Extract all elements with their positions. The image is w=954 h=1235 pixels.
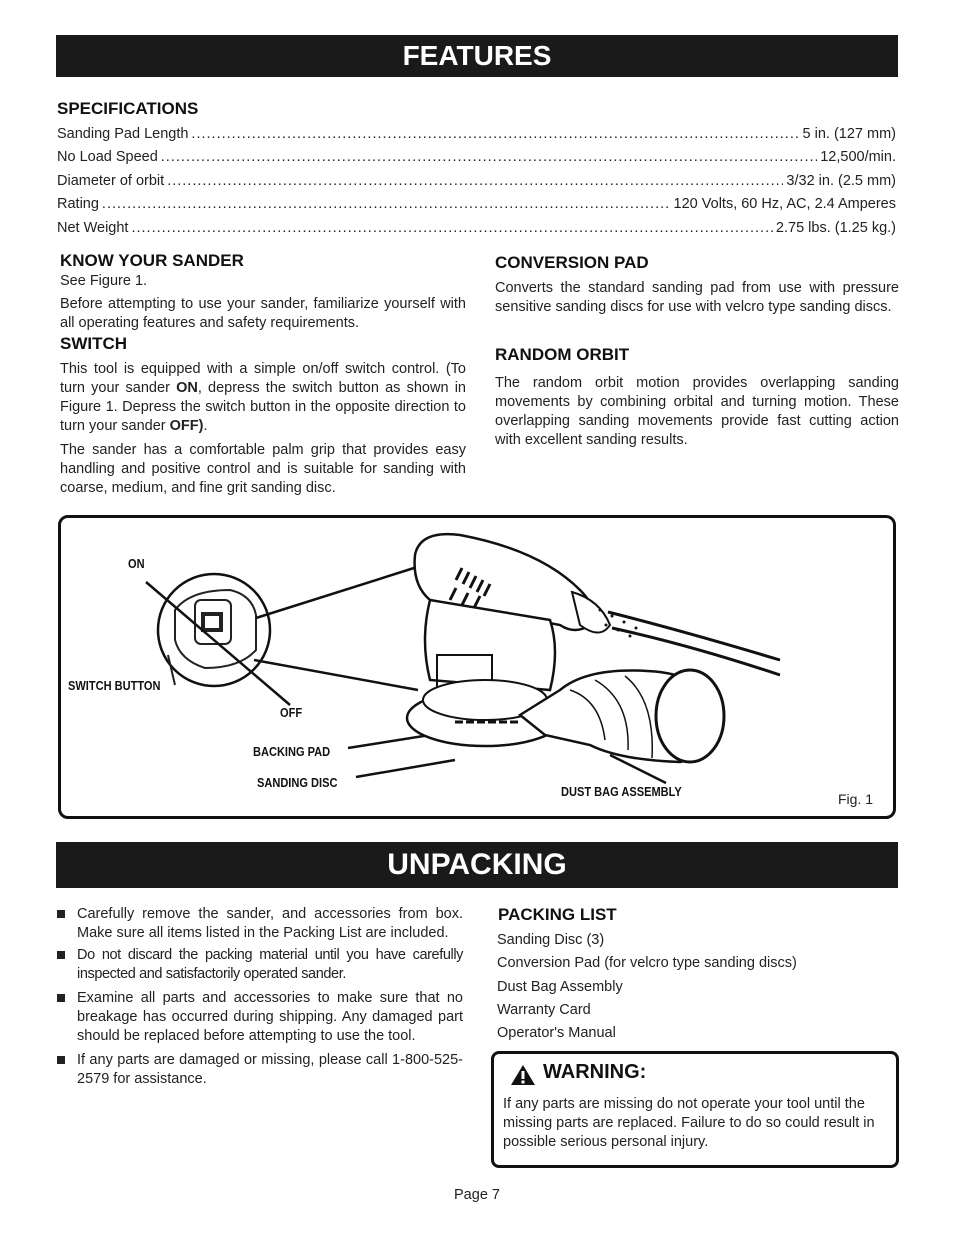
spec-label: Net Weight [57,220,129,236]
conversion-text: Converts the standard sanding pad from use with pressure sensitive sanding discs for use with velcro type sanding discs. [495,280,899,315]
features-banner: FEATURES [56,35,898,77]
spec-value: 120 Volts, 60 Hz, AC, 2.4 Amperes [673,196,896,212]
page-number: Page 7 [454,1187,500,1203]
specifications-heading: SPECIFICATIONS [57,99,199,118]
packing-item: Conversion Pad (for velcro type sanding discs) [497,955,797,971]
label-off: OFF [280,705,303,720]
packing-item: Warranty Card [497,1002,591,1018]
unpacking-banner: UNPACKING [56,842,898,888]
packing-list-heading: PACKING LIST [498,905,617,924]
random-orbit-heading: RANDOM ORBIT [495,345,630,364]
packing-item: Operator's Manual [497,1025,616,1041]
label-switch-button: SWITCH BUTTON [68,678,161,693]
spec-value: 2.75 lbs. (1.25 kg.) [775,220,896,236]
spec-value: 3/32 in. (2.5 mm) [786,173,896,189]
spec-label: Diameter of orbit [57,173,165,189]
packing-item: Sanding Disc (3) [497,932,605,948]
label-sanding-disc: SANDING DISC [257,775,338,790]
spec-label: No Load Speed [57,149,158,165]
switch-text: This tool is equipped with a simple on/off switch control. (To turn your sander ON, depress the switch button as shown in Figure 1. Depress the switch button in the opposite direction to turn your sander OFF). [60,361,466,434]
warning-text: If any parts are missing do not operate your tool until the missing parts are replaced. Failure to do so could result in possible serious personal injury. [503,1096,875,1150]
switch-heading: SWITCH [60,334,128,353]
know-text: Before attempting to use your sander, familiarize yourself with all operating features and safety requirements. [60,296,466,331]
spec-value: 12,500/min. [820,149,896,165]
warning-icon [510,1064,536,1086]
label-on: ON [128,556,145,571]
label-dust-bag: DUST BAG ASSEMBLY [561,784,682,799]
spec-label: Rating [57,196,99,212]
label-backing-pad: BACKING PAD [253,744,331,759]
know-heading: KNOW YOUR SANDER [60,251,244,270]
packing-item: Dust Bag Assembly [497,979,623,995]
switch-text-2: The sander has a comfortable palm grip that provides easy handling and positive control and is suitable for sanding with coarse, medium, and fine grit sanding disc. [60,442,466,496]
figure-caption: Fig. 1 [838,791,874,807]
spec-label: Sanding Pad Length [57,126,189,142]
know-see-figure: See Figure 1. [60,273,148,289]
warning-heading: WARNING: [543,1061,647,1083]
conversion-heading: CONVERSION PAD [495,253,649,272]
spec-value: 5 in. (127 mm) [802,126,896,142]
random-orbit-text: The random orbit motion provides overlapping sanding movements by combining orbital and turning motion. These overlapping sanding movements provide fast cutting action with excellent sanding results. [495,375,899,448]
